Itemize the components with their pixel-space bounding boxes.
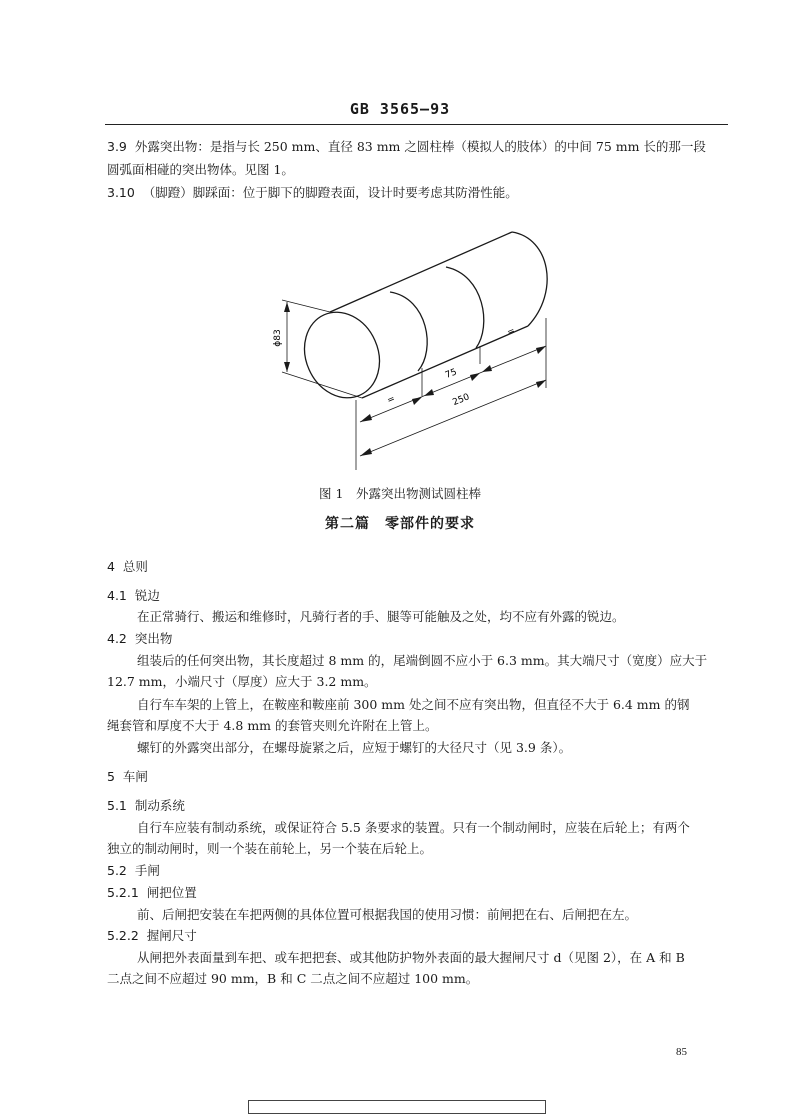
section-5-2-2-text-cont: 二点之间不应超过 90 mm，B 和 C 二点之间不应超过 100 mm。 [107, 971, 479, 986]
dim-line-sections [360, 346, 546, 422]
arrow-diam-bottom [284, 362, 290, 372]
arrow-sec-d [482, 365, 492, 372]
arrow-total-right [536, 380, 546, 388]
section-number: 5.1 [107, 798, 127, 813]
diameter-label: ϕ83 [273, 329, 283, 347]
section-arc-2 [446, 267, 484, 348]
arrow-sec-c [470, 373, 480, 381]
section-4-1-text: 在正常骑行、搬运和维修时，凡骑行者的手、腿等可能触及之处，均不应有外露的锐边。 [137, 609, 625, 624]
section-arc-1 [390, 292, 427, 371]
chapter-title: 车闸 [122, 769, 148, 784]
section-3-9-cont: 圆弧面相碰的突出物体。见图 1。 [107, 162, 294, 177]
section-text: 外露突出物：是指与长 250 mm、直径 83 mm 之圆柱棒（模拟人的肢体）的中间 75 mm 长的那一段 [134, 139, 706, 154]
footer-box [248, 1100, 546, 1114]
page-number: 85 [676, 1046, 687, 1058]
section-number: 5.2 [107, 863, 127, 878]
section-number: 3.10 [107, 185, 135, 200]
arrow-sec-a [412, 397, 422, 405]
mid-length-label: 75 [444, 367, 459, 381]
section-number: 4.2 [107, 631, 127, 646]
chapter-4-heading [107, 557, 148, 577]
section-title: 握闸尺寸 [146, 928, 197, 943]
arrow-sec-left [360, 414, 372, 422]
section-4-2-para1-cont: 12.7 mm，小端尺寸（厚度）应大于 3.2 mm。 [107, 674, 377, 689]
chapter-title: 总则 [122, 559, 148, 574]
cylinder-top-edge [330, 232, 512, 312]
cylinder-end-face [291, 300, 393, 410]
section-text: （脚蹬）脚踩面：位于脚下的脚蹬表面，设计时要考虑其防滑性能。 [142, 185, 518, 200]
figure-1-caption: 图 1 外露突出物测试圆柱棒 [319, 486, 481, 501]
equal-label-left: = [385, 394, 397, 407]
section-5-2-heading [107, 861, 160, 881]
section-4-2-para1: 组装后的任何突出物，其长度超过 8 mm 的，尾端倒圆不应小于 6.3 mm。其大端尺寸（宽度）应大于 [137, 653, 708, 668]
section-title: 闸把位置 [146, 885, 197, 900]
chapter-number: 4 [107, 559, 115, 574]
section-arc-3 [512, 232, 547, 326]
section-number: 5.2.1 [107, 885, 139, 900]
chapter-5-heading [107, 767, 148, 787]
equal-label-right: = [505, 326, 517, 339]
standard-header: GB 3565—93 [349, 100, 451, 118]
section-title: 手闸 [134, 863, 160, 878]
section-5-2-1-text: 前、后闸把安装在车把两侧的具体位置可根据我国的使用习惯：前闸把在右、后闸把在左。 [137, 907, 638, 922]
arrow-sec-right [536, 346, 546, 354]
total-length-label: 250 [451, 392, 472, 409]
section-title: 锐边 [134, 588, 160, 603]
section-number: 3.9 [107, 139, 127, 154]
section-4-2-para2-cont: 绳套管和厚度不大于 4.8 mm 的套管夹则允许附在上管上。 [107, 718, 438, 733]
section-5-2-2-text: 从闸把外表面量到车把、或车把把套、或其他防护物外表面的最大握闸尺寸 d（见图 2），在 A 和 B [137, 950, 685, 965]
arrow-total-left [360, 448, 372, 456]
arrow-diam-top [284, 302, 290, 312]
section-number: 4.1 [107, 588, 127, 603]
section-4-1-heading [107, 586, 160, 606]
section-title: 突出物 [134, 631, 173, 646]
section-5-2-1-heading [107, 883, 197, 903]
dim-line-total [360, 380, 546, 456]
section-title: 制动系统 [134, 798, 185, 813]
section-4-2-heading [107, 629, 172, 649]
arrow-sec-b [424, 389, 434, 396]
section-4-2-para2: 自行车车架的上管上，在鞍座和鞍座前 300 mm 处之间不应有突出物，但直径不大于 6.4 mm 的钢 [137, 697, 690, 712]
section-5-1-text-cont: 独立的制动闸时，则一个装在前轮上，另一个装在后轮上。 [107, 841, 433, 856]
section-number: 5.2.2 [107, 928, 139, 943]
section-5-1-heading [107, 796, 185, 816]
diameter-ext-bottom [282, 372, 362, 398]
section-5-2-2-heading [107, 926, 197, 946]
chapter-number: 5 [107, 769, 115, 784]
part-title: 第二篇 零部件的要求 [325, 516, 475, 532]
section-4-2-para3: 螺钉的外露突出部分，在螺母旋紧之后，应短于螺钉的大径尺寸（见 3.9 条）。 [137, 740, 572, 755]
section-5-1-text: 自行车应装有制动系统，或保证符合 5.5 条要求的装置。只有一个制动闸时，应装在后轮上；有两个 [137, 820, 690, 835]
